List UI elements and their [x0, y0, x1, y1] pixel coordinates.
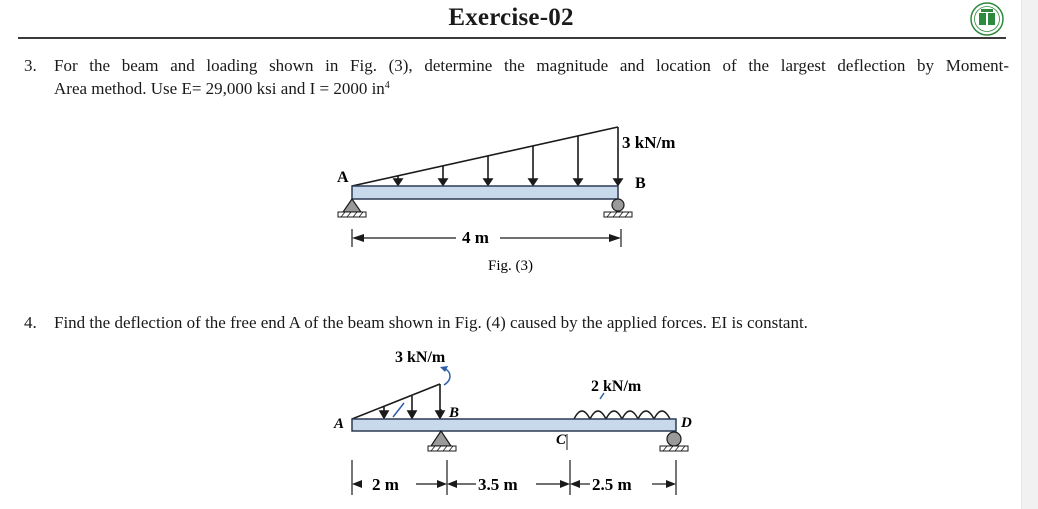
fig4-uniform-load	[574, 411, 670, 419]
fig3-label-b: B	[635, 175, 646, 192]
fig4-label-b: B	[449, 405, 460, 421]
problem-4-number: 4.	[24, 313, 37, 332]
fig4-label-a: A	[334, 416, 345, 432]
page-title: Exercise-02	[448, 4, 574, 31]
fig4-load-left-arrows	[380, 384, 444, 418]
problem-3-text-line2-main: Area method. Use E= 29,000 ksi and I = 2000 in	[54, 79, 385, 98]
fig3-span-label: 4 m	[462, 228, 489, 247]
problem-3-text-line1: For the beam and loading shown in Fig. (3), determine the magnitude and location of the largest deflection by Moment-	[54, 56, 1009, 75]
fig4-roller-support-icon	[660, 432, 688, 451]
fig4-beam	[352, 419, 676, 431]
fig4-label-c: C	[556, 432, 567, 448]
fig4-load-right-label: 2 kN/m	[591, 378, 642, 395]
fig4-pin-support-icon	[428, 431, 456, 451]
problem-3-exponent: 4	[384, 80, 390, 91]
fig4-dim2-label: 3.5 m	[478, 475, 518, 494]
fig3-load-label: 3 kN/m	[622, 133, 676, 152]
problem-4-text: Find the deflection of the free end A of the beam shown in Fig. (4) caused by the applied forces. EI is constant.	[54, 313, 808, 332]
problem-3-number: 3.	[24, 56, 37, 75]
vertical-scrollbar[interactable]	[1021, 0, 1038, 509]
fig4-dim3-label: 2.5 m	[592, 475, 632, 494]
fig3-caption: Fig. (3)	[488, 258, 533, 274]
fig4-load-tick	[393, 403, 404, 417]
fig4-label-d: D	[681, 415, 692, 431]
fig3-label-a: A	[337, 169, 349, 186]
fig4-load-left-label: 3 kN/m	[395, 349, 446, 366]
fig4-dim1-label: 2 m	[372, 475, 399, 494]
